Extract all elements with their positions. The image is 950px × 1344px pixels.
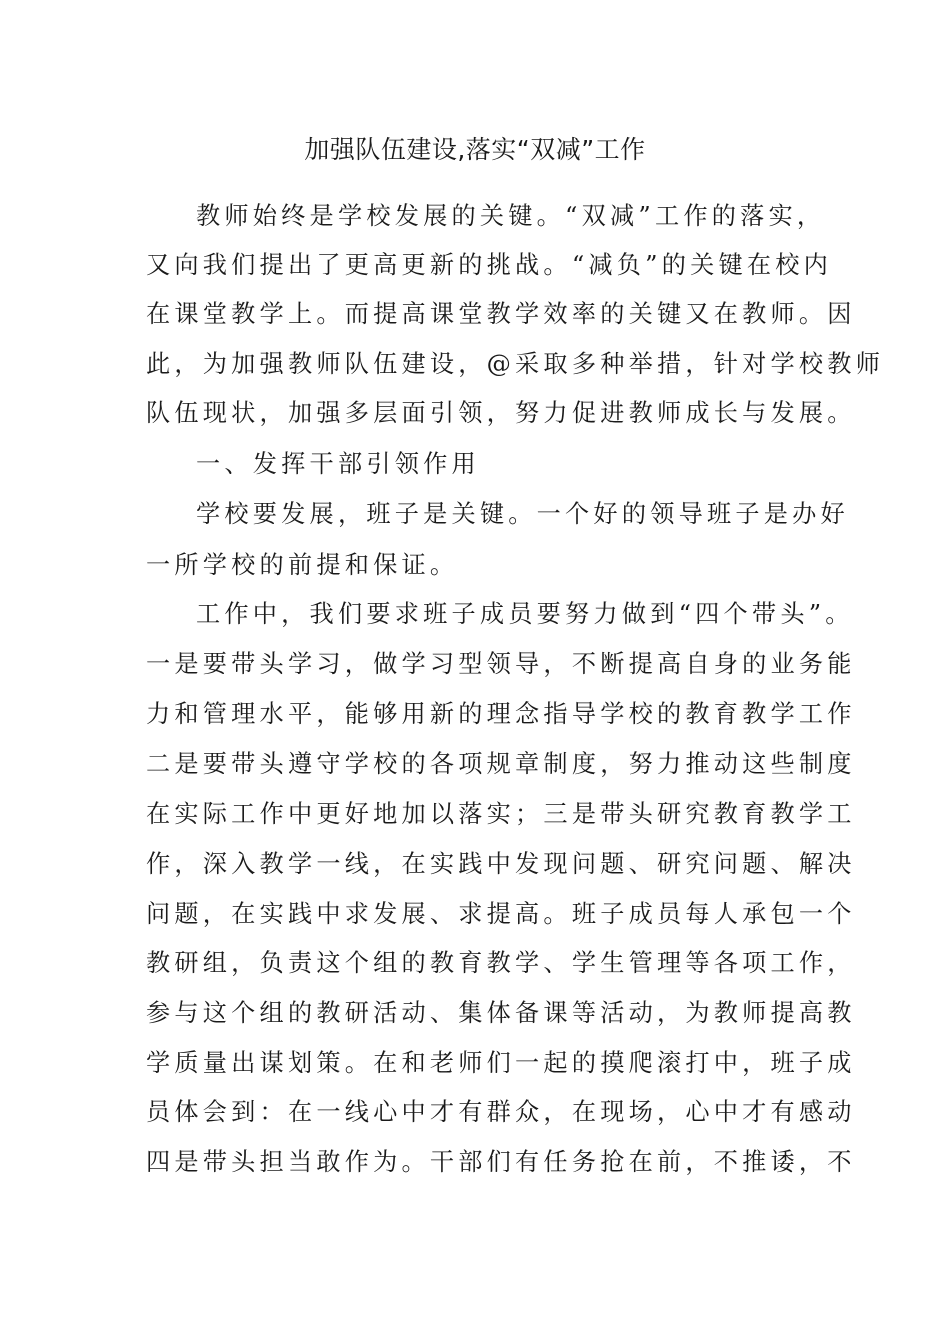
paragraph-line: 力和管理水平，能够用新的理念指导学校的教育教学工作: [146, 700, 856, 728]
paragraph-line: 学质量出谋划策。在和老师们一起的摸爬滚打中，班子成: [146, 1049, 856, 1077]
paragraph-line: 作，深入教学一线，在实践中发现问题、研究问题、解决: [146, 850, 856, 878]
paragraph-line: 教研组，负责这个组的教育教学、学生管理等各项工作，: [146, 949, 856, 977]
paragraph-line: 此，为加强教师队伍建设，@采取多种举措，针对学校教师: [146, 350, 885, 378]
paragraph-line: 在课堂教学上。而提高课堂教学效率的关键又在教师。因: [146, 300, 856, 328]
section-heading: 一、发挥干部引领作用: [196, 450, 480, 478]
paragraph-line: 参与这个组的教研活动、集体备课等活动，为教师提高教: [146, 999, 856, 1027]
paragraph-line: 队伍现状，加强多层面引领，努力促进教师成长与发展。: [146, 399, 856, 427]
paragraph-line: 一所学校的前提和保证。: [146, 551, 459, 579]
paragraph-line: 又向我们提出了更高更新的挑战。“减负”的关键在校内: [146, 251, 833, 279]
paragraph-line: 一是要带头学习，做学习型领导，不断提高自身的业务能: [146, 650, 856, 678]
document-title: 加强队伍建设,落实“双减”工作: [304, 135, 646, 164]
paragraph-line: 学校要发展，班子是关键。一个好的领导班子是办好: [196, 500, 849, 528]
paragraph-line: 员体会到：在一线心中才有群众，在现场，心中才有感动: [146, 1098, 856, 1126]
paragraph-line: 问题，在实践中求发展、求提高。班子成员每人承包一个: [146, 900, 856, 928]
paragraph-line: 二是要带头遵守学校的各项规章制度，努力推动这些制度: [146, 750, 856, 778]
paragraph-line: 在实际工作中更好地加以落实；三是带头研究教育教学工: [146, 800, 856, 828]
paragraph-line: 教师始终是学校发展的关键。“双减”工作的落实，: [196, 202, 826, 230]
paragraph-line: 四是带头担当敢作为。干部们有任务抢在前，不推诿，不: [146, 1148, 856, 1176]
paragraph-line: 工作中，我们要求班子成员要努力做到“四个带头”。: [196, 600, 854, 628]
